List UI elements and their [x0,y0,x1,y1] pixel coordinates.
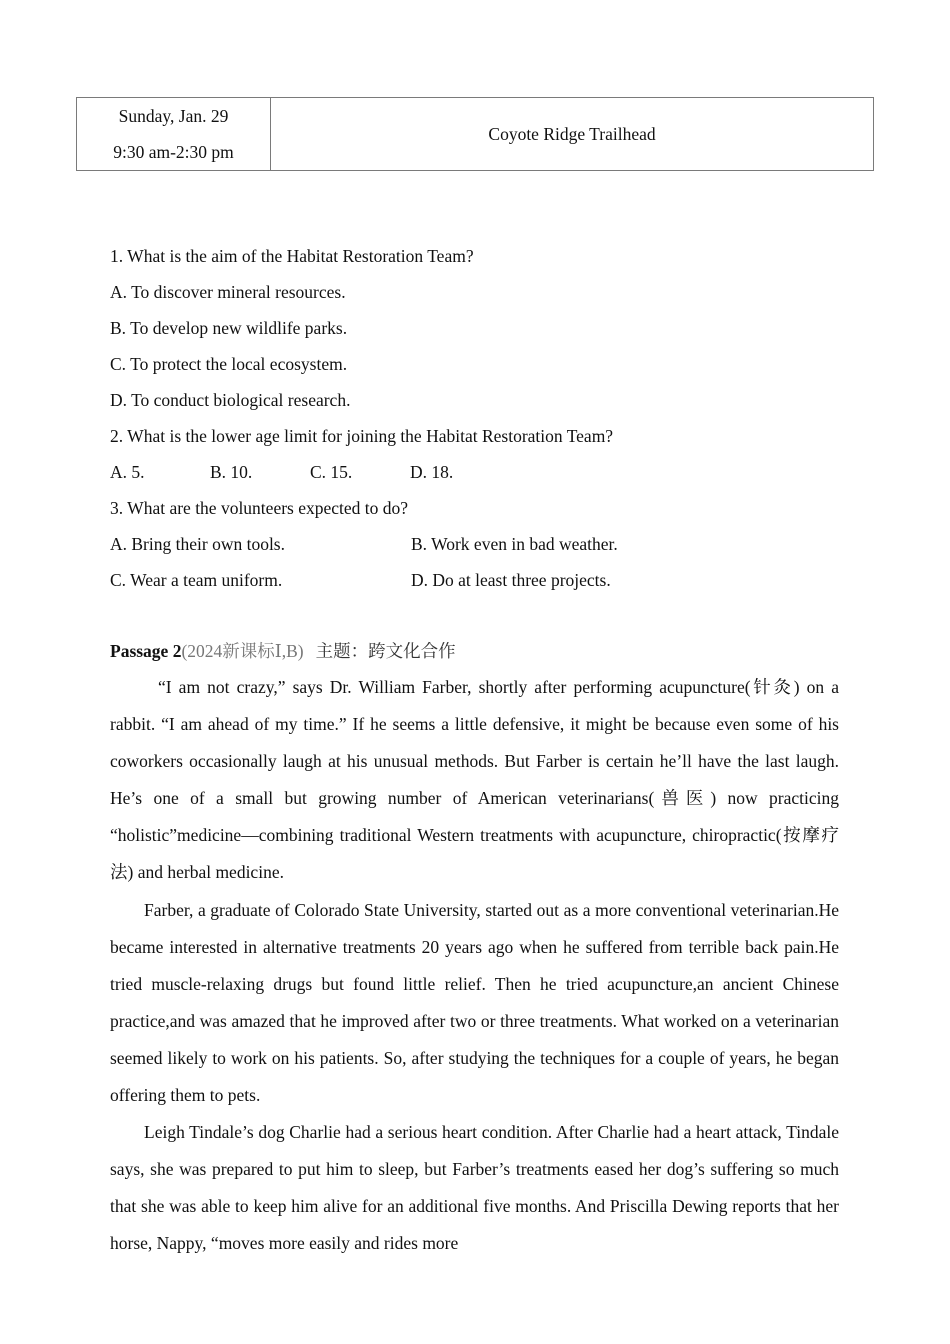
question-3-option-d: D. Do at least three projects. [411,570,611,590]
question-3-options-row-2 [110,562,850,598]
schedule-date: Sunday, Jan. 29 [118,106,229,126]
question-2-option-a: A. 5. [110,462,145,482]
question-list [110,238,850,598]
question-2-option-d: D. 18. [410,462,454,482]
question-2-option-b: B. 10. [210,462,253,482]
schedule-date-cell [77,98,271,171]
question-3-option-c: C. Wear a team uniform. [110,570,283,590]
question-1-option-c: C. To protect the local ecosystem. [110,354,348,374]
question-1-option-a: A. To discover mineral resources. [110,282,346,302]
question-3-option-b: B. Work even in bad weather. [411,534,618,554]
passage-paragraph-2: Farber, a graduate of Colorado State University, started out as a more conventional veterinarian.He became interested in alternative treatments 20 years ago when he suffered from terrible back pain.He tried muscle-relaxing drugs but found little relief. Then he tried acupuncture,an ancient Chinese practice,and was amazed that he improved after two or three treatments. What worked on a veterinarian seemed likely to work on his patients. So, after studying the techniques for a couple of years, he began offering them to pets. [110,899,839,1106]
passage-2 [110,633,839,1263]
question-3-option-a: A. Bring their own tools. [110,534,285,554]
schedule-table [76,97,874,171]
question-1-option-d: D. To conduct biological research. [110,390,351,410]
question-2-stem: 2. What is the lower age limit for joining the Habitat Restoration Team? [110,426,614,446]
passage-topic: 主题：跨文化合作 [315,641,456,661]
schedule-location: Coyote Ridge Trailhead [271,98,874,171]
passage-source: (2024新课标Ⅰ,B) [181,641,304,661]
passage-paragraph-1: “I am not crazy,” says Dr. William Farber, shortly after performing acupuncture(针灸) on a rabbit. “I am ahead of my time.” If he seems a little defensive, it might be because even some of his coworkers occasionally laugh at his unusual methods. But Farber is certain he’ll have the last laugh. He’s one of a small but growing number of American veterinarians(兽医) now practicing “holistic”medicine—combining traditional Western treatments with acupuncture, chiropractic(按摩疗法) and herbal medicine. [110,677,839,883]
question-3-stem: 3. What are the volunteers expected to do? [110,498,409,518]
schedule-row [77,98,874,171]
passage-label: Passage 2 [110,641,182,661]
question-1-stem: 1. What is the aim of the Habitat Restoration Team? [110,246,474,266]
question-3-options-row-1 [110,526,850,562]
question-1-option-b: B. To develop new wildlife parks. [110,318,348,338]
question-2-option-c: C. 15. [310,462,353,482]
question-2-options [110,454,850,490]
passage-heading [110,633,839,669]
schedule-time: 9:30 am-2:30 pm [113,142,234,162]
passage-paragraph-3: Leigh Tindale’s dog Charlie had a serious heart condition. After Charlie had a heart attack, Tindale says, she was prepared to put him to sleep, but Farber’s treatments eased her dog’s suffering so much that she was able to keep him alive for an additional five months. And Priscilla Dewing reports that her horse, Nappy, “moves more easily and rides more [110,1122,839,1254]
